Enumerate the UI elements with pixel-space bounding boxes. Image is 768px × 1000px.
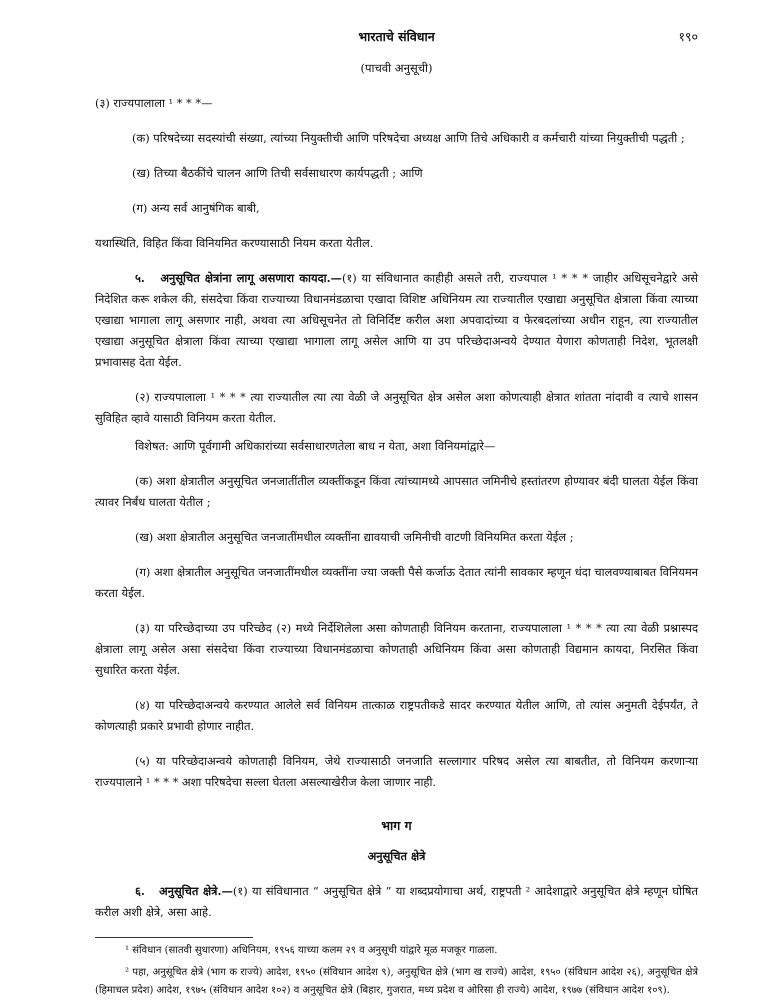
part-title: अनुसूचित क्षेत्रे [367,849,426,863]
schedule-label: (पाचवी अनुसूची) [360,61,433,75]
clause-3-item-ga: (ग) अन्य सर्व आनुषंगिक बाबी, [132,201,260,215]
section-5-number: ५. [135,271,145,285]
section-5-sub-4: (४) या परिच्छेदाअन्वये करण्यात आलेले सर्व विनियम तात्काळ राष्ट्रपतीकडे सादर करण्यात येतील आणि, तो त्यांस अनुमती देईपर्यंत, ते कोणत्याही प्रकारे प्रभावी होणार नाहीत. [95,698,698,733]
footnote-divider [95,937,253,938]
section-5-paragraph [95,268,698,373]
section-6-number: ६. [135,884,145,898]
section-5-text: (१) या संविधानात काहीही असले तरी, राज्यपाल ¹ * * * जाहीर अधिसूचनेद्वारे असे निदेशित करू शकेल की, संसदेचा किंवा राज्याच्या विधानमंडळाचा एखादा विशिष्ट अधिनियम त्या राज्यातील एखाद्या अनुसूचित क्षेत्राला किंवा त्याच्या एखाद्या भागाला लागू असणार नाही, अथवा त्या अधिसूचनेत तो विनिर्दिष्ट करील अशा अपवादांच्या व फेरबदलांच्या अधीन राहून, त्या राज्यातील एखाद्या अनुसूचित क्षेत्राला किंवा त्याच्या एखाद्या भागाला लागू असेल आणि या उप परिच्छेदाअन्वये देण्यात येणारा कोणताही निदेश, भूतलक्षी प्रभावासह देता येईल. [95,271,698,369]
page-number: १९० [678,29,698,44]
section-5-sub-2-intro: विशेषत: आणि पूर्वगामी अधिकारांच्या सर्वसाधारणतेला बाध न येता, अशा विनियमांद्वारे— [135,439,496,453]
page-title: भारताचे संविधान [358,29,435,44]
clause-3-item-ka: (क) परिषदेच्या सदस्यांची संख्या, त्यांच्या नियुक्तीची आणि परिषदेचा अध्यक्ष आणि तिचे अधिकारी व कर्मचारी यांच्या नियुक्तीची पद्धती ; [132,131,685,145]
section-6-heading: अनुसूचित क्षेत्रे.— [158,884,233,898]
clause-3-item-kha: (ख) तिच्या बैठकींचे चालन आणि तिची सर्वसाधारण कार्यपद्धती ; आणि [132,166,423,180]
section-6-text: (१) या संविधानात “ अनुसूचित क्षेत्रे ” या शब्दप्रयोगाचा अर्थ, राष्ट्रपती ² आदेशाद्वारे अनुसूचित क्षेत्रे म्हणून घोषित करील अशी क्षेत्रे, असा आहे. [95,884,698,919]
section-5-sub-3: (३) या परिच्छेदाच्या उप परिच्छेद (२) मध्ये निर्देशिलेला असा कोणताही विनियम करताना, राज्यपालाला ¹ * * * त्या त्या वेळी प्रश्नास्पद क्षेत्राला लागू असेल असा संसदेचा किंवा राज्याच्या विधानमंडळाचा कोणताही अधिनियम किंवा असा कोणताही विद्यमान कायदा, निरसित किंवा सुधारित करता येईल. [95,621,698,677]
sub-2-item-ga: (ग) अशा क्षेत्रातील अनुसूचित जनजातींमधील व्यक्तींना ज्या जक्ती पैसे कर्जाऊ देतात त्यांनी सावकार म्हणून धंदा चालवण्याबाबत विनियमन करता येईल. [95,565,698,600]
sub-2-item-kha: (ख) अशा क्षेत्रातील अनुसूचित जनजातींमधील व्यक्तींना द्यावयाची जमिनीची वाटणी विनियमित करता येईल ; [135,530,574,544]
footnotes [95,942,698,1000]
clause-3-intro: (३) राज्यपालाला ¹ * * *— [95,96,213,110]
section-5-heading: अनुसूचित क्षेत्रांना लागू असणारा कायदा.— [160,271,342,285]
section-6-paragraph [95,881,698,923]
section-5-sub-2: (२) राज्यपालाला ¹ * * * त्या राज्यातील त्या त्या वेळी जे अनुसूचित क्षेत्र असेल अशा कोणत्याही क्षेत्रात शांतता नांदावी व त्याचे शासन सुविहित व्हावे यासाठी विनियम करता येतील. [95,390,698,425]
footnote-2: ² पहा, अनुसूचित क्षेत्रे (भाग क राज्ये) आदेश, १९५० (संविधान आदेश ९), अनुसूचित क्षेत्रे (भाग ख राज्ये) आदेश, १९५० (संविधान आदेश २६), अनुसूचित क्षेत्रे (हिमाचल प्रदेश) आदेश, १९७५ (संविधान आदेश १०२) व अनुसूचित क्षेत्रे (बिहार, गुजरात, मध्य प्रदेश व ओरिसा ही राज्ये) आदेश, १९७७ (संविधान आदेश १०९). [95,967,698,996]
footnote-1: ¹ संविधान (सातवी सुधारणा) अधिनियम, १९५६ याच्या कलम २९ व अनुसूची यांद्वारे मूळ मजकूर गाळला. [125,945,498,956]
part-label: भाग ग [381,818,412,833]
section-5-sub-5: (५) या परिच्छेदाअन्वये कोणताही विनियम, जेथे राज्यासाठी जनजाति सल्लागार परिषद असेल त्या बाबतीत, तो विनियम करणाऱ्या राज्यपालाने ¹ * * * अशा परिषदेचा सल्ला घेतला असल्याखेरीज केला जाणार नाही. [95,754,698,789]
page-header [95,26,698,48]
clause-3-tail: यथास्थिति, विहित किंवा विनियमित करण्यासाठी नियम करता येतील. [95,236,374,250]
sub-2-item-ka: (क) अशा क्षेत्रातील अनुसूचित जनजातींतील व्यक्तींकडून किंवा त्यांच्यामध्ये आपसात जमिनीचे हस्तांतरण होण्यावर बंदी घालता येईल किंवा त्यावर निर्बंध घालता येतील ; [95,474,698,509]
